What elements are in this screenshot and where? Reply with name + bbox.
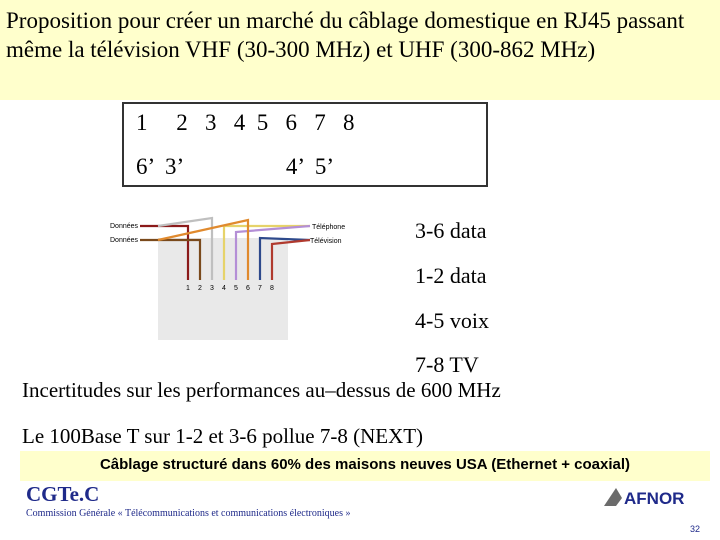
pin-number-5: 5 (234, 285, 238, 292)
org-full-name: Commission Générale « Télécommunications et communications électroniques » (26, 508, 351, 519)
label-telephone: Téléphone (312, 224, 346, 231)
slide-title: Proposition pour créer un marché du câblage domestique en RJ45 passant même la télévision VHF (30-300 MHz) et UHF (300-862 MHz) (6, 8, 685, 62)
afnor-logo-mark (604, 488, 622, 506)
afnor-logo (602, 484, 692, 510)
pin-row-top: 1 2 3 4 5 6 7 8 (136, 110, 355, 135)
assignment-3-6: 3-6 data (415, 218, 487, 243)
label-data-1: Données (110, 223, 139, 230)
pin-number-1: 1 (186, 285, 190, 292)
org-acronym: CGTe.C (26, 482, 100, 506)
statement-uncertainty: Incertitudes sur les performances au–dessus de 600 MHz (22, 378, 501, 402)
rj45-wiring-diagram (110, 208, 360, 343)
assignment-4-5: 4-5 voix (415, 308, 489, 333)
pin-number-3: 3 (210, 285, 214, 292)
label-television: Télévision (310, 238, 342, 245)
assignment-1-2: 1-2 data (415, 263, 487, 288)
page-number: 32 (690, 524, 701, 534)
statement-next: Le 100Base T sur 1-2 et 3-6 pollue 7-8 (NEXT) (22, 424, 424, 448)
banner-text: Câblage structuré dans 60% des maisons neuves USA (Ethernet + coaxial) (99, 456, 631, 473)
pin-number-4: 4 (222, 285, 226, 292)
assignment-7-8: 7-8 TV (415, 352, 479, 377)
pin-row-bottom: 6’ 3’ 4’ 5’ (136, 154, 335, 179)
pin-number-7: 7 (258, 285, 262, 292)
pin-number-8: 8 (270, 285, 274, 292)
label-data-2: Données (110, 237, 139, 244)
pin-number-2: 2 (198, 285, 202, 292)
afnor-logo-text: AFNOR (624, 489, 685, 508)
pin-number-6: 6 (246, 285, 250, 292)
